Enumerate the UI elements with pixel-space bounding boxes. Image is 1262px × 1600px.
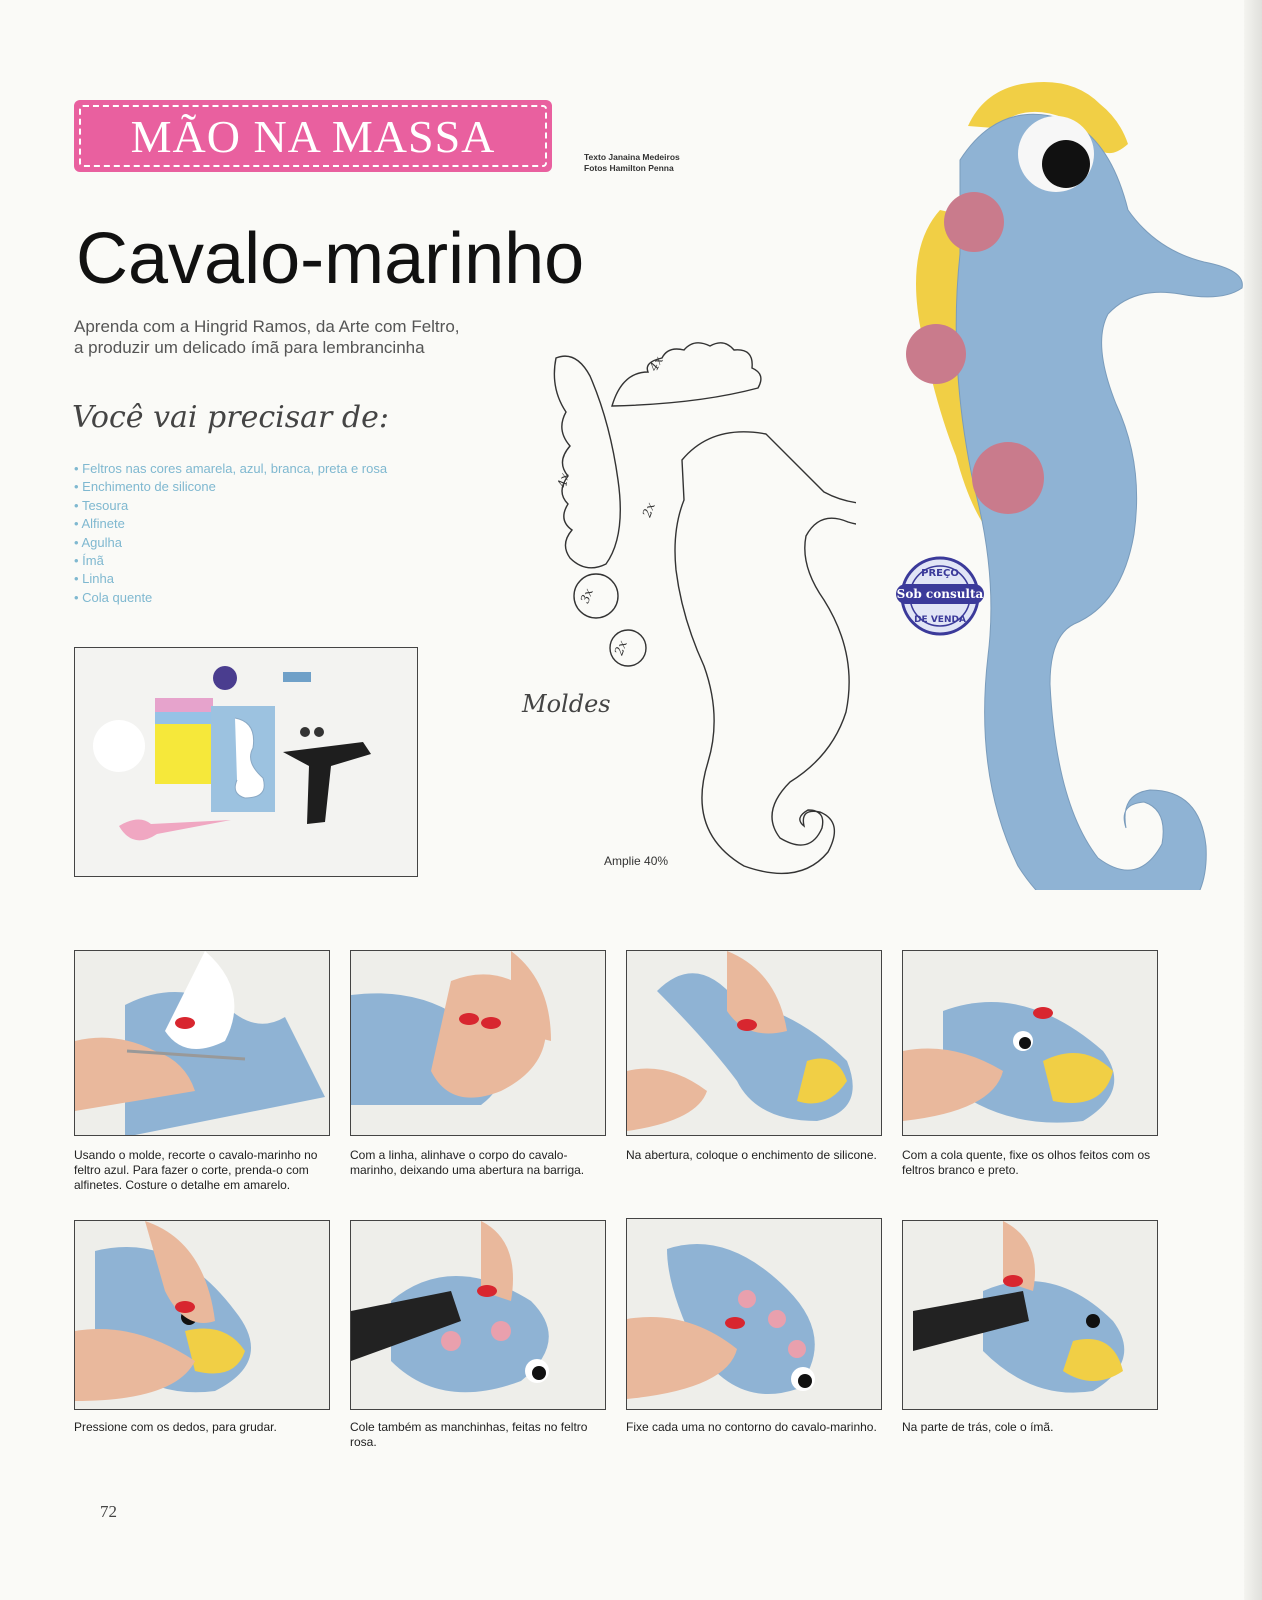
- enlarge-note: Amplie 40%: [604, 854, 669, 868]
- cheek-spot: [944, 192, 1004, 252]
- subtitle-line: Aprenda com a Hingrid Ramos, da Arte com Feltro,: [74, 317, 460, 336]
- step-caption-4: Com a cola quente, fixe os olhos feitos com os feltros branco e preto.: [902, 1148, 1151, 1177]
- list-item: • Tesoura: [74, 497, 387, 515]
- stuffing-ball: [93, 720, 145, 772]
- list-item: • Cola quente: [74, 589, 387, 607]
- step-caption-1: Usando o molde, recorte o cavalo-marinho no feltro azul. Para fazer o corte, prenda-o com alfinetes. Costure o detalhe em amarelo.: [74, 1148, 318, 1192]
- pattern-templates: [536, 330, 856, 890]
- count-body: 2x: [639, 500, 658, 520]
- count-crest: 4x: [646, 354, 666, 374]
- credits: [584, 152, 680, 174]
- list-item: • Linha: [74, 570, 387, 588]
- list-item: • Ímã: [74, 552, 387, 570]
- step-photo-5: [74, 1220, 330, 1410]
- badge-middle: Sob consulta: [896, 587, 984, 601]
- page-edge: [1244, 0, 1262, 1600]
- count-spot-large: 3x: [577, 586, 596, 606]
- count-spot-small: 2x: [611, 638, 630, 658]
- step-caption-2: Com a linha, alinhave o corpo do cavalo-marinho, deixando uma abertura na barriga.: [350, 1148, 585, 1177]
- step-photo-1: [74, 950, 330, 1136]
- step-photo-8: [902, 1220, 1158, 1410]
- step-caption-3: Na abertura, coloque o enchimento de silicone.: [626, 1148, 877, 1162]
- thread-spool: [283, 672, 311, 682]
- step-photo-6: [350, 1220, 606, 1410]
- list-item: • Alfinete: [74, 515, 387, 533]
- step-photo-2: [350, 950, 606, 1136]
- subtitle: [74, 316, 554, 358]
- step-caption-5: Pressione com os dedos, para grudar.: [74, 1420, 277, 1434]
- credit-photos: Fotos Hamilton Penna: [584, 163, 674, 173]
- step-caption-7: Fixe cada uma no contorno do cavalo-marinho.: [626, 1420, 877, 1434]
- eye-black: [1042, 140, 1090, 188]
- list-item: • Feltros nas cores amarela, azul, branca, preta e rosa: [74, 460, 387, 478]
- materials-heading: Você vai precisar de:: [72, 400, 389, 435]
- badge-bottom: DE VENDA: [914, 615, 966, 625]
- badge-top: PREÇO: [921, 568, 959, 579]
- step-caption-6: Cole também as manchinhas, feitas no feltro rosa.: [350, 1420, 588, 1449]
- list-item: • Enchimento de silicone: [74, 478, 387, 496]
- price-badge: [892, 556, 988, 636]
- pattern-body: [675, 432, 856, 874]
- pincushion: [213, 666, 237, 690]
- pattern-label: Moldes: [522, 690, 611, 718]
- count-fin: 4x: [555, 471, 572, 489]
- section-banner: [74, 100, 552, 172]
- page-title: Cavalo-marinho: [76, 219, 585, 299]
- materials-list: [74, 460, 387, 607]
- step-photo-4: [902, 950, 1158, 1136]
- credit-text: Texto Janaina Medeiros: [584, 152, 680, 162]
- pattern-fin: [554, 356, 620, 568]
- list-item: • Agulha: [74, 534, 387, 552]
- step-photo-7: [626, 1218, 882, 1410]
- subtitle-line: a produzir um delicado ímã para lembrancinha: [74, 338, 425, 357]
- spot-felt: [972, 442, 1044, 514]
- yellow-felt: [155, 724, 213, 784]
- materials-illustration: [75, 648, 417, 876]
- materials-photo: [74, 647, 418, 877]
- finished-seahorse-photo: [880, 70, 1250, 890]
- step-photo-3: [626, 950, 882, 1136]
- section-label: MÃO NA MASSA: [130, 110, 496, 162]
- page-number: 72: [100, 1502, 117, 1521]
- pattern-crest: [612, 343, 761, 406]
- spot-felt: [906, 324, 966, 384]
- step-caption-8: Na parte de trás, cole o ímã.: [902, 1420, 1054, 1434]
